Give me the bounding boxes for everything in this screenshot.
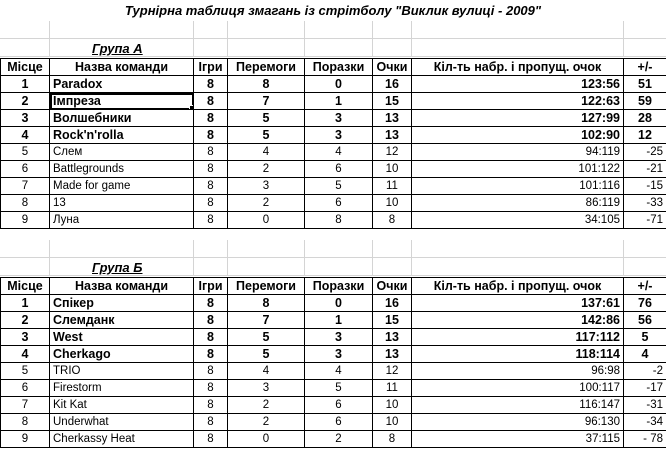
cell-place[interactable]: 1: [1, 295, 50, 312]
cell-place[interactable]: 8: [1, 195, 50, 212]
group-b-label[interactable]: Група Б: [92, 260, 143, 275]
cell-scored[interactable]: 137:61: [412, 295, 624, 312]
header-games[interactable]: Ігри: [194, 278, 228, 295]
cell-team[interactable]: Спікер: [50, 295, 194, 312]
header-scored[interactable]: Кіл-ть набр. і пропущ. очок: [412, 278, 624, 295]
cell-losses[interactable]: 1: [305, 312, 373, 329]
cell-team[interactable]: 13: [50, 195, 194, 212]
cell-diff[interactable]: -21: [624, 161, 666, 178]
cell-scored[interactable]: 37:115: [412, 431, 624, 448]
cell-wins[interactable]: 5: [228, 110, 305, 127]
cell-team[interactable]: Імпреза: [50, 93, 194, 110]
cell-scored[interactable]: 86:119: [412, 195, 624, 212]
cell-team[interactable]: Слем: [50, 144, 194, 161]
cell-wins[interactable]: 2: [228, 161, 305, 178]
cell-team[interactable]: Волшебники: [50, 110, 194, 127]
cell-team[interactable]: Underwhat: [50, 414, 194, 431]
cell-scored[interactable]: 102:90: [412, 127, 624, 144]
cell-points[interactable]: 13: [373, 346, 412, 363]
cell-scored[interactable]: 101:122: [412, 161, 624, 178]
cell-scored[interactable]: 94:119: [412, 144, 624, 161]
cell-points[interactable]: 12: [373, 363, 412, 380]
cell-losses[interactable]: 4: [305, 144, 373, 161]
header-losses[interactable]: Поразки: [305, 59, 373, 76]
cell-scored[interactable]: 117:112: [412, 329, 624, 346]
cell-team[interactable]: Cherkago: [50, 346, 194, 363]
cell-losses[interactable]: 6: [305, 195, 373, 212]
table-row: [1, 431, 666, 448]
cell-team[interactable]: Firestorm: [50, 380, 194, 397]
cell-diff[interactable]: -33: [624, 195, 666, 212]
cell-diff[interactable]: -17: [624, 380, 666, 397]
cell-wins[interactable]: 2: [228, 414, 305, 431]
cell-wins[interactable]: 3: [228, 380, 305, 397]
table-row: [1, 161, 666, 178]
cell-games[interactable]: 8: [194, 329, 228, 346]
table-row: [1, 329, 666, 346]
cell-games[interactable]: 8: [194, 346, 228, 363]
cell-points[interactable]: 10: [373, 414, 412, 431]
cell-place[interactable]: 3: [1, 110, 50, 127]
cell-points[interactable]: 15: [373, 312, 412, 329]
group-a-label[interactable]: Група А: [92, 41, 143, 56]
cell-diff[interactable]: -15: [624, 178, 666, 195]
cell-losses[interactable]: 0: [305, 76, 373, 93]
cell-losses[interactable]: 5: [305, 178, 373, 195]
cell-place[interactable]: 1: [1, 76, 50, 93]
cell-place[interactable]: 4: [1, 127, 50, 144]
cell-games[interactable]: 8: [194, 363, 228, 380]
cell-games[interactable]: 8: [194, 212, 228, 229]
cell-games[interactable]: 8: [194, 178, 228, 195]
cell-losses[interactable]: 3: [305, 110, 373, 127]
cell-wins[interactable]: 7: [228, 93, 305, 110]
cell-diff[interactable]: 51: [624, 76, 666, 93]
cell-losses[interactable]: 0: [305, 295, 373, 312]
table-row: [1, 110, 666, 127]
cell-team[interactable]: Слемданк: [50, 312, 194, 329]
cell-points[interactable]: 11: [373, 178, 412, 195]
cell-diff[interactable]: 4: [624, 346, 666, 363]
cell-scored[interactable]: 96:98: [412, 363, 624, 380]
cell-points[interactable]: 10: [373, 161, 412, 178]
cell-games[interactable]: 8: [194, 312, 228, 329]
cell-place[interactable]: 9: [1, 212, 50, 229]
cell-points[interactable]: 13: [373, 329, 412, 346]
cell-wins[interactable]: 2: [228, 397, 305, 414]
cell-wins[interactable]: 4: [228, 363, 305, 380]
cell-place[interactable]: 3: [1, 329, 50, 346]
cell-place[interactable]: 4: [1, 346, 50, 363]
cell-scored[interactable]: 123:56: [412, 76, 624, 93]
cell-losses[interactable]: 5: [305, 380, 373, 397]
header-diff[interactable]: +/-: [624, 59, 666, 76]
table-row: [1, 93, 666, 110]
cell-team[interactable]: Луна: [50, 212, 194, 229]
cell-team[interactable]: Cherkassy Heat: [50, 431, 194, 448]
table-row: [1, 397, 666, 414]
cell-losses[interactable]: 8: [305, 212, 373, 229]
table-row: [1, 295, 666, 312]
table-row: [1, 178, 666, 195]
cell-games[interactable]: 8: [194, 144, 228, 161]
cell-games[interactable]: 8: [194, 195, 228, 212]
cell-games[interactable]: 8: [194, 431, 228, 448]
cell-games[interactable]: 8: [194, 414, 228, 431]
cell-losses[interactable]: 6: [305, 414, 373, 431]
cell-points[interactable]: 10: [373, 397, 412, 414]
table-row: [1, 380, 666, 397]
group-a-rows: [1, 76, 666, 229]
cell-scored[interactable]: 100:117: [412, 380, 624, 397]
group-a-table: [0, 58, 666, 229]
cell-team[interactable]: West: [50, 329, 194, 346]
header-team[interactable]: Назва команди: [50, 278, 194, 295]
cell-losses[interactable]: 3: [305, 329, 373, 346]
cell-diff[interactable]: - 78: [624, 431, 666, 448]
cell-place[interactable]: 6: [1, 380, 50, 397]
cell-points[interactable]: 13: [373, 127, 412, 144]
cell-place[interactable]: 7: [1, 178, 50, 195]
sheet-title[interactable]: Турнірна таблиця змагань із стрітболу "Виклик вулиці - 2009": [124, 3, 542, 18]
table-row: [1, 312, 666, 329]
cell-place[interactable]: 5: [1, 363, 50, 380]
cell-diff[interactable]: 28: [624, 110, 666, 127]
table-row: [1, 346, 666, 363]
cell-place[interactable]: 2: [1, 312, 50, 329]
cell-diff[interactable]: 12: [624, 127, 666, 144]
header-diff[interactable]: +/-: [624, 278, 666, 295]
cell-wins[interactable]: 7: [228, 312, 305, 329]
cell-place[interactable]: 8: [1, 414, 50, 431]
cell-team[interactable]: Battlegrounds: [50, 161, 194, 178]
cell-wins[interactable]: 5: [228, 346, 305, 363]
header-place[interactable]: Місце: [1, 278, 50, 295]
cell-diff[interactable]: -31: [624, 397, 666, 414]
cell-losses[interactable]: 3: [305, 127, 373, 144]
cell-wins[interactable]: 0: [228, 212, 305, 229]
cell-wins[interactable]: 4: [228, 144, 305, 161]
cell-points[interactable]: 11: [373, 380, 412, 397]
cell-games[interactable]: 8: [194, 161, 228, 178]
cell-losses[interactable]: 6: [305, 161, 373, 178]
cell-wins[interactable]: 8: [228, 295, 305, 312]
cell-points[interactable]: 15: [373, 93, 412, 110]
cell-losses[interactable]: 4: [305, 363, 373, 380]
table-row: [1, 212, 666, 229]
table-header-row: [1, 278, 666, 295]
cell-diff[interactable]: -25: [624, 144, 666, 161]
cell-place[interactable]: 6: [1, 161, 50, 178]
cell-games[interactable]: 8: [194, 397, 228, 414]
cell-wins[interactable]: 5: [228, 127, 305, 144]
cell-team[interactable]: Made for game: [50, 178, 194, 195]
header-points[interactable]: Очки: [373, 59, 412, 76]
group-b-table: [0, 277, 666, 448]
cell-points[interactable]: 8: [373, 212, 412, 229]
cell-team[interactable]: Paradox: [50, 76, 194, 93]
cell-games[interactable]: 8: [194, 76, 228, 93]
cell-games[interactable]: 8: [194, 110, 228, 127]
table-row: [1, 414, 666, 431]
cell-losses[interactable]: 6: [305, 397, 373, 414]
cell-scored[interactable]: 116:147: [412, 397, 624, 414]
cell-place[interactable]: 9: [1, 431, 50, 448]
cell-losses[interactable]: 1: [305, 93, 373, 110]
header-wins[interactable]: Перемоги: [228, 278, 305, 295]
cell-diff[interactable]: 5: [624, 329, 666, 346]
table-row: [1, 363, 666, 380]
cell-team[interactable]: TRIO: [50, 363, 194, 380]
cell-diff[interactable]: -34: [624, 414, 666, 431]
cell-games[interactable]: 8: [194, 295, 228, 312]
cell-diff[interactable]: -2: [624, 363, 666, 380]
cell-scored[interactable]: 101:116: [412, 178, 624, 195]
cell-scored[interactable]: 142:86: [412, 312, 624, 329]
cell-diff[interactable]: 56: [624, 312, 666, 329]
cell-place[interactable]: 2: [1, 93, 50, 110]
cell-wins[interactable]: 3: [228, 178, 305, 195]
header-games[interactable]: Ігри: [194, 59, 228, 76]
cell-losses[interactable]: 2: [305, 431, 373, 448]
cell-place[interactable]: 7: [1, 397, 50, 414]
table-row: [1, 144, 666, 161]
cell-diff[interactable]: 59: [624, 93, 666, 110]
header-wins[interactable]: Перемоги: [228, 59, 305, 76]
header-points[interactable]: Очки: [373, 278, 412, 295]
cell-points[interactable]: 13: [373, 110, 412, 127]
cell-games[interactable]: 8: [194, 93, 228, 110]
cell-points[interactable]: 12: [373, 144, 412, 161]
cell-scored[interactable]: 127:99: [412, 110, 624, 127]
cell-scored[interactable]: 96:130: [412, 414, 624, 431]
cell-losses[interactable]: 3: [305, 346, 373, 363]
cell-team[interactable]: Kit Kat: [50, 397, 194, 414]
cell-wins[interactable]: 0: [228, 431, 305, 448]
cell-points[interactable]: 8: [373, 431, 412, 448]
cell-points[interactable]: 16: [373, 76, 412, 93]
cell-diff[interactable]: -71: [624, 212, 666, 229]
header-losses[interactable]: Поразки: [305, 278, 373, 295]
header-scored[interactable]: Кіл-ть набр. і пропущ. очок: [412, 59, 624, 76]
table-row: [1, 127, 666, 144]
cell-place[interactable]: 5: [1, 144, 50, 161]
cell-wins[interactable]: 8: [228, 76, 305, 93]
cell-points[interactable]: 16: [373, 295, 412, 312]
header-team[interactable]: Назва команди: [50, 59, 194, 76]
cell-wins[interactable]: 2: [228, 195, 305, 212]
cell-wins[interactable]: 5: [228, 329, 305, 346]
cell-diff[interactable]: 76: [624, 295, 666, 312]
cell-team[interactable]: Rock'n'rolla: [50, 127, 194, 144]
cell-scored[interactable]: 122:63: [412, 93, 624, 110]
cell-games[interactable]: 8: [194, 127, 228, 144]
cell-points[interactable]: 10: [373, 195, 412, 212]
group-b-rows: [1, 295, 666, 448]
cell-scored[interactable]: 118:114: [412, 346, 624, 363]
table-header-row: [1, 59, 666, 76]
cell-scored[interactable]: 34:105: [412, 212, 624, 229]
header-place[interactable]: Місце: [1, 59, 50, 76]
table-row: [1, 195, 666, 212]
cell-games[interactable]: 8: [194, 380, 228, 397]
table-row: [1, 76, 666, 93]
